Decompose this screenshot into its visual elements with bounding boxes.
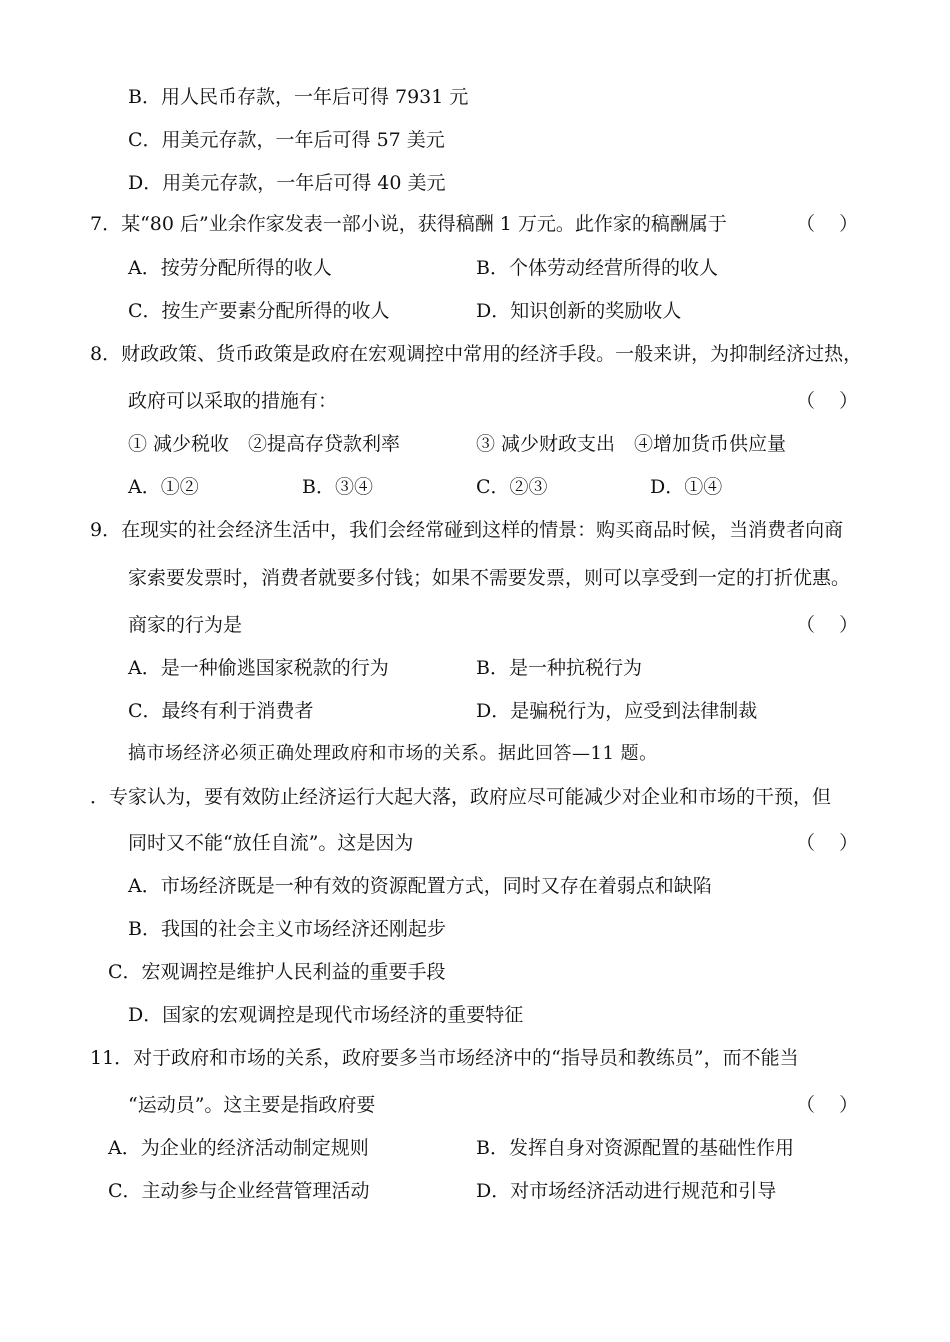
q10-option-d: D．国家的宏观调控是现代市场经济的重要特征 — [128, 1004, 524, 1026]
q8-option-b: B．③④ — [302, 476, 373, 498]
q8-option-d: D．①④ — [650, 476, 723, 498]
q11-option-b: B．发挥自身对资源配置的基础性作用 — [476, 1137, 794, 1159]
q6-option-c: C．用美元存款，一年后可得 57 美元 — [128, 129, 445, 151]
q8-choices-1-2: ① 减少税收 ②提高存贷款利率 — [128, 433, 401, 455]
q11-stem-line1: 11．对于政府和市场的关系，政府要多当市场经济中的“指导员和教练员”，而不能当 — [90, 1047, 799, 1069]
q8-option-a: A．①② — [128, 476, 199, 498]
q11-option-c: C．主动参与企业经营管理活动 — [108, 1180, 370, 1202]
q10-answer-blank: （ ） — [796, 832, 859, 854]
material-intro: 搞市场经济必须正确处理政府和市场的关系。据此回答—11 题。 — [128, 743, 658, 764]
q9-answer-blank: （ ） — [796, 614, 859, 636]
q8-stem-line1: 8．财政政策、货币政策是政府在宏观调控中常用的经济手段。一般来讲，为抑制经济过热， — [90, 343, 863, 365]
q10-stem-line1: ．专家认为，要有效防止经济运行大起大落，政府应尽可能减少对企业和市场的干预，但 — [90, 786, 832, 808]
q8-option-c: C．②③ — [476, 476, 548, 498]
q10-stem-line2: 同时又不能“放任自流”。这是因为 — [128, 832, 414, 854]
q11-answer-blank: （ ） — [796, 1094, 859, 1116]
q6-option-d: D．用美元存款，一年后可得 40 美元 — [128, 172, 446, 194]
q11-option-d: D．对市场经济活动进行规范和引导 — [476, 1180, 777, 1202]
q11-option-a: A．为企业的经济活动制定规则 — [108, 1137, 369, 1159]
q8-choices-3-4: ③ 减少财政支出 ④增加货币供应量 — [476, 433, 787, 455]
q7-answer-blank: （ ） — [796, 213, 859, 235]
q6-option-b: B．用人民币存款，一年后可得 7931 元 — [128, 86, 469, 108]
q7-option-c: C．按生产要素分配所得的收人 — [128, 300, 390, 322]
q7-option-b: B．个体劳动经营所得的收人 — [476, 257, 718, 279]
q9-stem-line2: 家索要发票时，消费者就要多付钱；如果不需要发票，则可以享受到一定的打折优惠。 — [128, 567, 851, 589]
q10-option-a: A．市场经济既是一种有效的资源配置方式，同时又存在着弱点和缺陷 — [128, 875, 712, 897]
q9-option-b: B．是一种抗税行为 — [476, 657, 642, 679]
q8-answer-blank: （ ） — [796, 390, 859, 412]
q9-stem-line1: 9．在现实的社会经济生活中，我们会经常碰到这样的情景：购买商品时候，当消费者向商 — [90, 519, 844, 541]
q8-stem-line2: 政府可以采取的措施有： — [128, 390, 338, 412]
q11-stem-line2: “运动员”。这主要是指政府要 — [128, 1094, 376, 1116]
q7-stem: 7．某“80 后”业余作家发表一部小说，获得稿酬 1 万元。此作家的稿酬属于 — [90, 213, 727, 235]
q9-option-c: C．最终有利于消费者 — [128, 700, 314, 722]
q9-option-d: D．是骗税行为，应受到法律制裁 — [476, 700, 758, 722]
q9-stem-line3: 商家的行为是 — [128, 614, 243, 636]
q10-option-b: B．我国的社会主义市场经济还刚起步 — [128, 918, 446, 940]
q9-option-a: A．是一种偷逃国家税款的行为 — [128, 657, 389, 679]
q7-option-d: D．知识创新的奖励收人 — [476, 300, 682, 322]
q10-option-c: C．宏观调控是维护人民利益的重要手段 — [108, 961, 446, 983]
q7-option-a: A．按劳分配所得的收人 — [128, 257, 332, 279]
